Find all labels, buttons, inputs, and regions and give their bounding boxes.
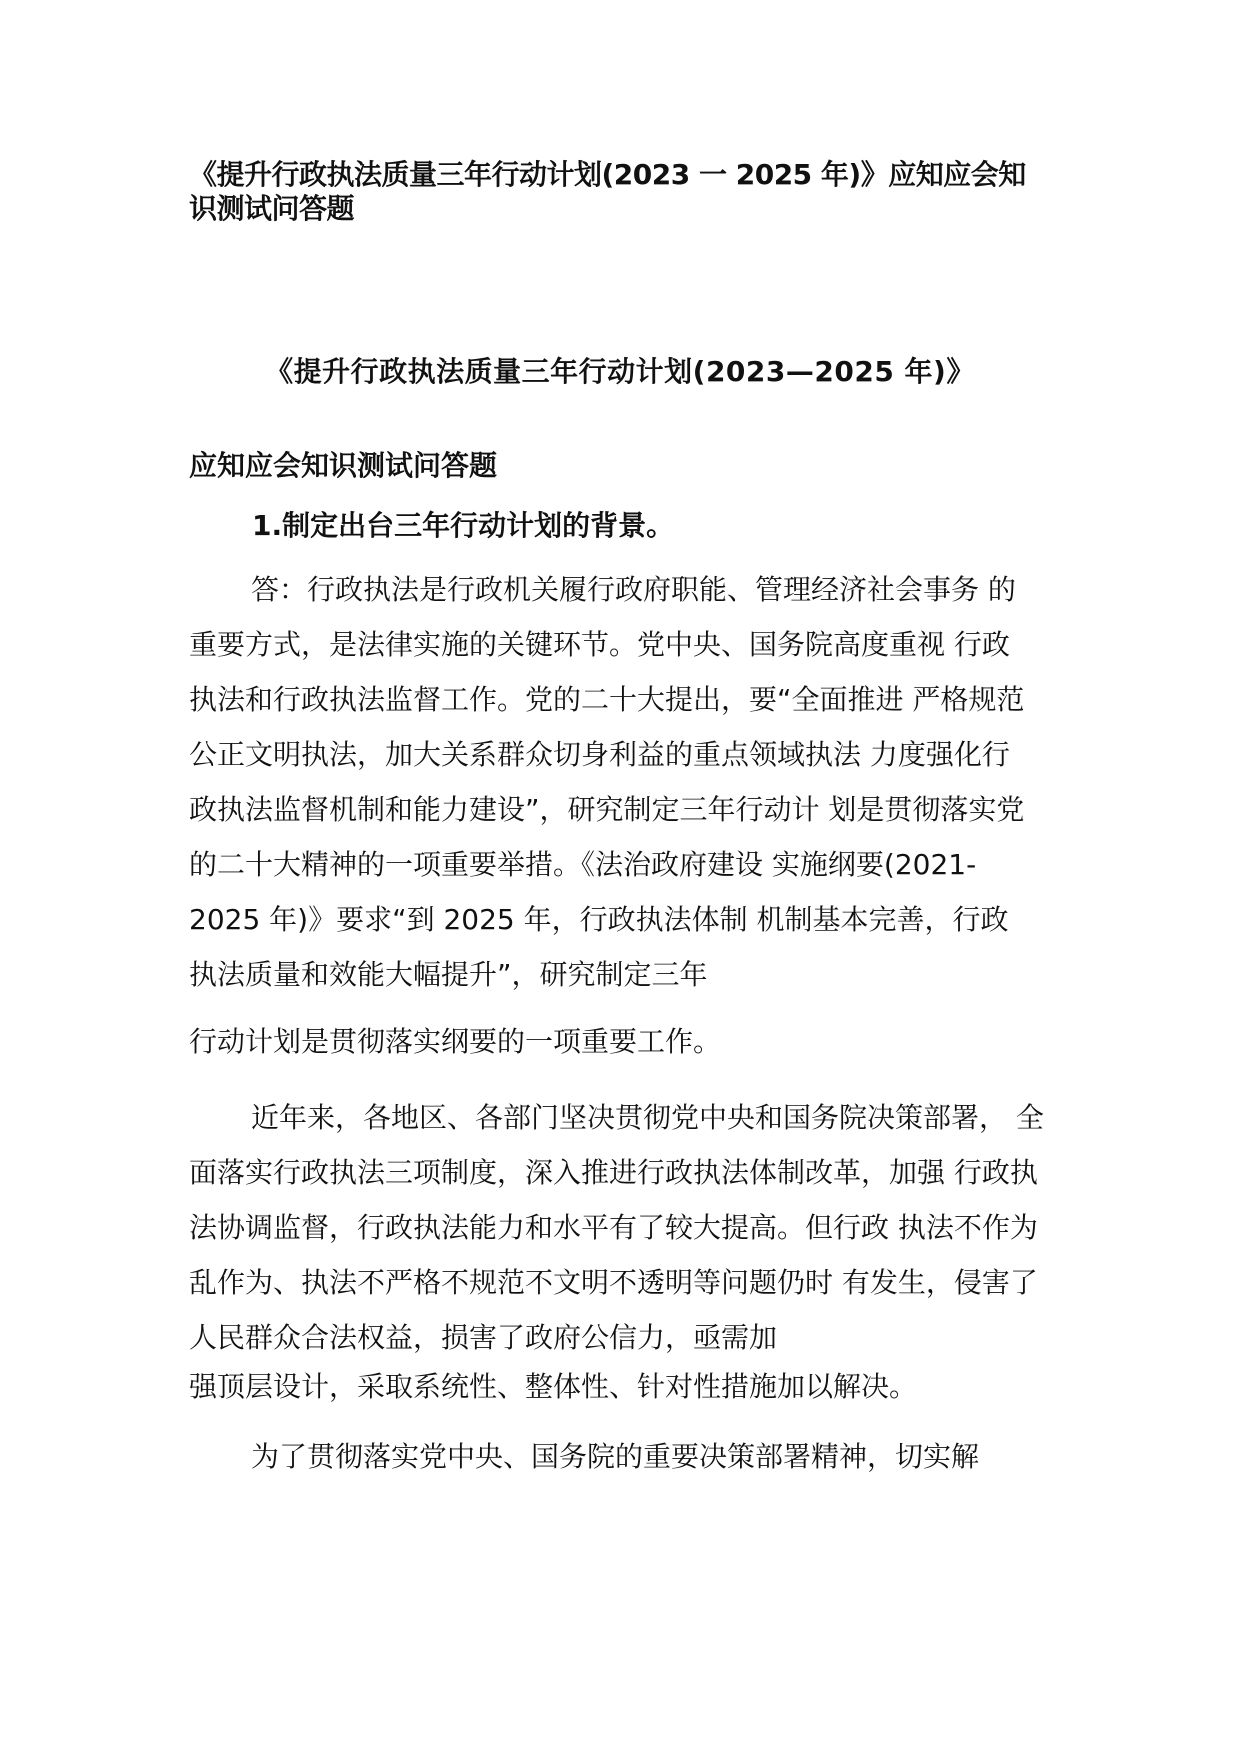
document-heading-line-1: 《提升行政执法质量三年行动计划(2023 一 2025 年)》应知应会知 bbox=[189, 158, 1026, 191]
answer-1-tail-paragraph bbox=[189, 1014, 1059, 1069]
document-heading bbox=[189, 158, 1069, 226]
answer-1-line: 2025 年)》要求“到 2025 年，行政执法体制 机制基本完善，行政 bbox=[189, 903, 1009, 936]
answer-1-line: 的二十大精神的一项重要举措。《法治政府建设 实施纲要(2021- bbox=[189, 848, 977, 881]
answer-1-line: 答：行政执法是行政机关履行政府职能、管理经济社会事务 的 bbox=[251, 573, 1016, 606]
body-paragraph-2-line: 面落实行政执法三项制度，深入推进行政执法体制改革，加强 行政执 bbox=[189, 1156, 1038, 1189]
question-1: 1.制定出台三年行动计划的背景。 bbox=[252, 509, 675, 542]
body-paragraph-2-line: 乱作为、执法不严格不规范不文明不透明等问题仍时 有发生，侵害了 bbox=[189, 1266, 1038, 1299]
document-heading-line-2: 识测试问答题 bbox=[189, 192, 355, 225]
answer-1-line: 执法质量和效能大幅提升”，研究制定三年 bbox=[189, 958, 708, 991]
body-paragraph-2 bbox=[189, 1090, 1059, 1365]
answer-1-line: 政执法监督机制和能力建设”，研究制定三年行动计 划是贯彻落实党 bbox=[189, 793, 1025, 826]
body-paragraph-2-line: 人民群众合法权益，损害了政府公信力，亟需加 bbox=[189, 1321, 778, 1354]
centered-title: 《提升行政执法质量三年行动计划(2023—2025 年)》 bbox=[265, 355, 975, 388]
answer-1-paragraph bbox=[189, 562, 1059, 1002]
answer-1-tail-line: 行动计划是贯彻落实纲要的一项重要工作。 bbox=[189, 1025, 722, 1058]
answer-1-line: 执法和行政执法监督工作。党的二十大提出，要“全面推进 严格规范 bbox=[189, 683, 1025, 716]
body-paragraph-2-tail bbox=[189, 1359, 1059, 1414]
body-paragraph-3 bbox=[189, 1429, 1059, 1484]
answer-1-line: 重要方式，是法律实施的关键环节。党中央、国务院高度重视 行政 bbox=[189, 628, 1010, 661]
body-paragraph-2-line: 法协调监督，行政执法能力和水平有了较大提高。但行政 执法不作为 bbox=[189, 1211, 1038, 1244]
body-paragraph-3-line: 为了贯彻落实党中央、国务院的重要决策部署精神，切实解 bbox=[251, 1440, 980, 1473]
sub-title: 应知应会知识测试问答题 bbox=[189, 449, 498, 482]
answer-1-line: 公正文明执法，加大关系群众切身利益的重点领域执法 力度强化行 bbox=[189, 738, 1010, 771]
body-paragraph-2-tail-line: 强顶层设计，采取系统性、整体性、针对性措施加以解决。 bbox=[189, 1370, 918, 1403]
body-paragraph-2-line: 近年来，各地区、各部门坚决贯彻党中央和国务院决策部署， 全 bbox=[251, 1101, 1044, 1134]
